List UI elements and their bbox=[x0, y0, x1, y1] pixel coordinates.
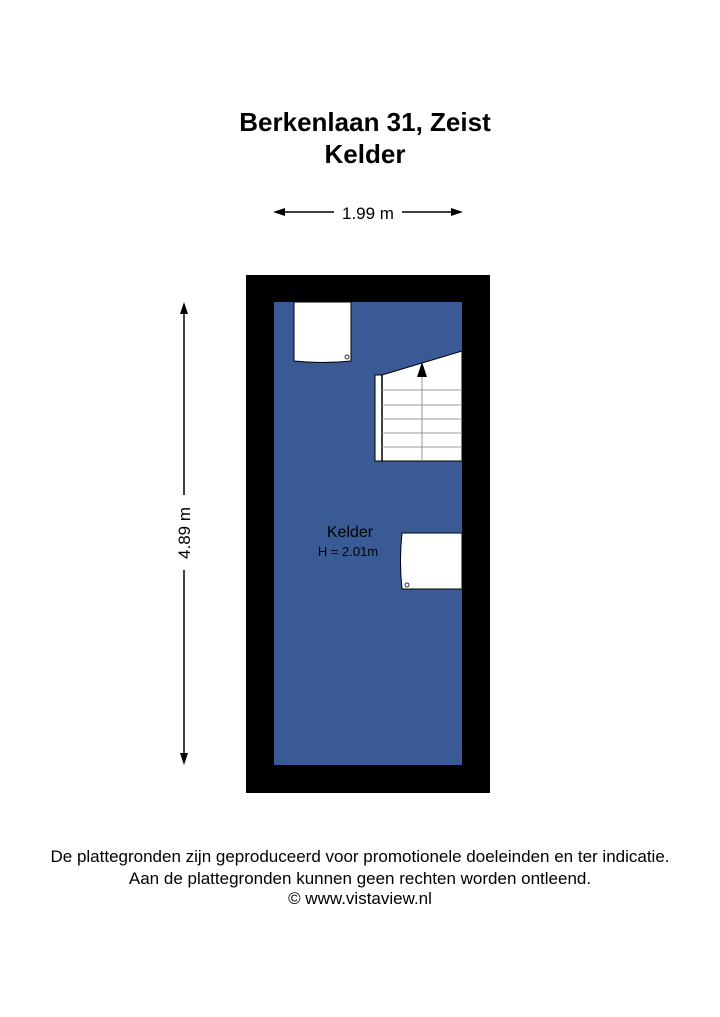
copyright-link[interactable]: © www.vistaview.nl bbox=[288, 889, 432, 908]
room-name: Kelder bbox=[326, 524, 374, 541]
width-dimension bbox=[273, 204, 463, 223]
floor-title: Kelder bbox=[324, 139, 406, 169]
width-label: 1.99 m bbox=[342, 204, 394, 223]
length-dimension bbox=[175, 302, 194, 765]
room-height: H = 2.01m bbox=[317, 544, 379, 559]
disclaimer-line-1: De plattegronden zijn geproduceerd voor promotionele doeleinden en ter indicatie. bbox=[50, 847, 670, 866]
length-label: 4.89 m bbox=[175, 507, 194, 559]
cabinet-right bbox=[401, 533, 463, 589]
cabinet-top-left bbox=[294, 302, 351, 363]
address-title: Berkenlaan 31, Zeist bbox=[239, 107, 491, 137]
disclaimer-line-2: Aan de plattegronden kunnen geen rechten worden ontleend. bbox=[128, 869, 592, 888]
